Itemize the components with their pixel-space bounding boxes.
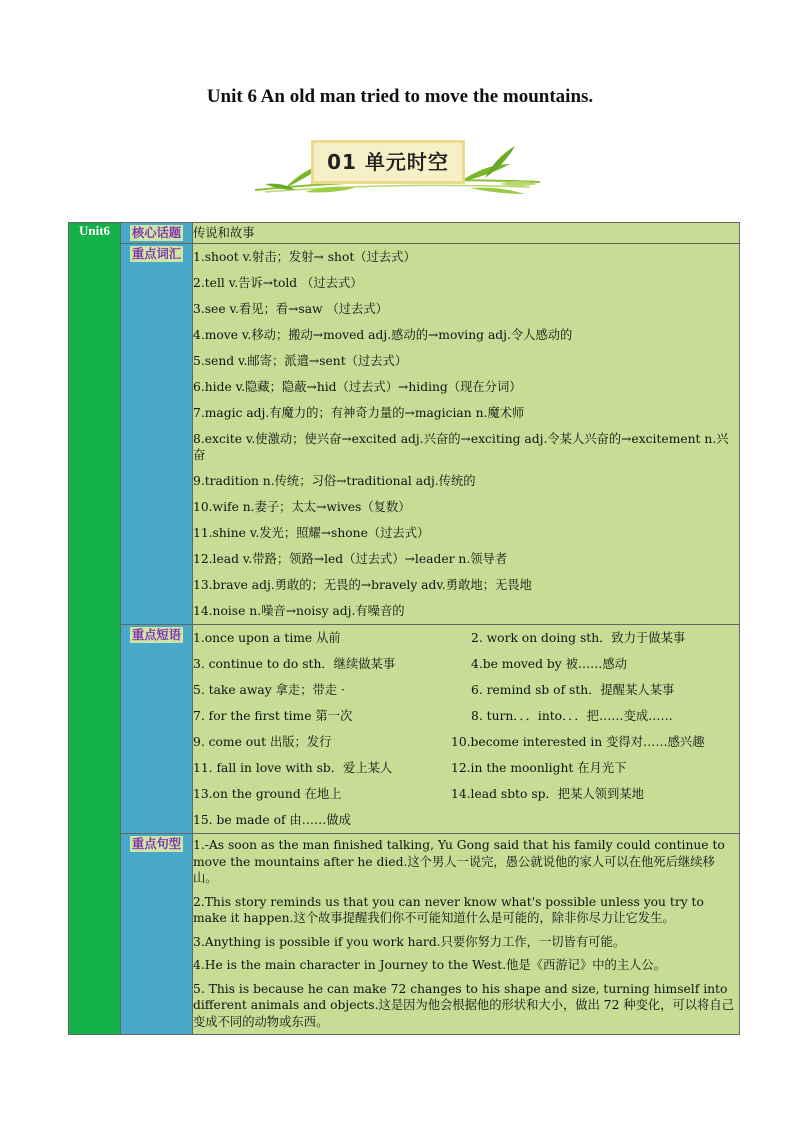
sentences-category-cell (121, 834, 193, 1035)
unit-summary-table (68, 222, 740, 1035)
vocab-item: 8.excite v.使激动；使兴奋→excited adj.兴奋的→exciting adj.令某人兴奋的→excitement n.兴奋 (193, 432, 729, 462)
phrase-item: 13.on the ground 在地上 (193, 787, 342, 801)
phrases-label: 重点短语 (131, 627, 182, 642)
phrase-item: 3. continue to do sth．继续做某事 (193, 657, 396, 671)
vocab-item: 1.shoot v.射击；发射→ shot（过去式） (193, 250, 416, 264)
phrase-item: 4.be moved by 被……感动 (471, 657, 628, 671)
sentence-item: 5. This is because he can make 72 changes to his shape and size, turning himself into different animals and objects.这是因为他会根据他的形状和大小，做出 72 种变化，可以将自己变成不同的动物或东西。 (193, 981, 734, 1029)
phrase-item: 14.lead sbto sp．把某人领到某地 (451, 787, 644, 801)
vocab-item: 14.noise n.噪音→noisy adj.有噪音的 (193, 604, 405, 618)
vocab-item: 4.move v.移动；搬动→moved adj.感动的→moving adj.令人感动的 (193, 328, 573, 342)
phrase-row (193, 781, 739, 807)
vocab-category-cell (121, 244, 193, 625)
phrase-item: 7. for the first time 第一次 (193, 709, 353, 723)
phrase-item: 5. take away 拿走；带走 · (193, 683, 345, 697)
vocab-item: 13.brave adj.勇敢的；无畏的→bravely adv.勇敢地；无畏地 (193, 578, 532, 592)
phrase-row (193, 807, 739, 833)
phrase-item: 12.in the moonlight 在月光下 (451, 761, 627, 775)
vocab-content-cell (193, 244, 740, 625)
phrase-row (193, 729, 739, 755)
phrase-row (193, 625, 739, 651)
phrase-item: 1.once upon a time 从前 (193, 631, 341, 645)
topic-category-cell (121, 223, 193, 244)
phrase-row (193, 651, 739, 677)
vocab-item: 5.send v.邮寄；派遣→sent（过去式） (193, 354, 408, 368)
topic-value: 传说和故事 (193, 226, 255, 240)
phrase-row (193, 755, 739, 781)
banner-label: 01 单元时空 (311, 140, 465, 184)
vocab-item: 7.magic adj.有魔力的；有神奇力量的→magician n.魔术师 (193, 406, 525, 420)
page-title: Unit 6 An old man tried to move the mountains. (206, 86, 594, 107)
sentences-label: 重点句型 (131, 836, 182, 851)
phrase-item: 9. come out 出版；发行 (193, 735, 332, 749)
phrase-item: 15. be made of 由……做成 (193, 813, 351, 827)
vocab-item: 10.wife n.妻子；太太→wives（复数） (193, 500, 411, 514)
phrase-item: 6. remind sb of sth．提醒某人某事 (471, 683, 675, 697)
sentence-item: 4.He is the main character in Journey to the West.他是《西游记》中的主人公。 (193, 958, 667, 972)
sentence-item: 3.Anything is possible if you work hard.只要你努力工作，一切皆有可能。 (193, 934, 626, 949)
phrase-item: 10.become interested in 变得对……感兴趣 (451, 735, 705, 749)
phrase-row (193, 677, 739, 703)
phrase-item: 11. fall in love with sb．爱上某人 (193, 761, 393, 775)
phrases-content-cell (193, 625, 740, 834)
section-banner (245, 132, 545, 207)
vocab-item: 12.lead v.带路；领路→led（过去式）→leader n.领导者 (193, 552, 508, 566)
vocab-item: 9.tradition n.传统；习俗→traditional adj.传统的 (193, 474, 476, 488)
vocab-item: 6.hide v.隐藏；隐蔽→hid（过去式）→hiding（现在分词） (193, 380, 522, 394)
sentences-content-cell (193, 834, 740, 1035)
topic-label: 核心话题 (131, 225, 182, 240)
sentence-item: 2.This story reminds us that you can never know what's possible unless you try to make it happen.这个故事提醒我们你不可能知道什么是可能的，除非你尽力让它发生。 (193, 894, 704, 925)
vocab-item: 3.see v.看见；看→saw （过去式） (193, 302, 388, 316)
phrase-item: 2. work on doing sth．致力于做某事 (471, 631, 686, 645)
vocab-item: 2.tell v.告诉→told （过去式） (193, 276, 363, 290)
unit-cell: Unit6 (69, 223, 121, 1035)
phrases-category-cell (121, 625, 193, 834)
topic-content-cell (193, 223, 740, 244)
vocab-item: 11.shine v.发光；照耀→shone（过去式） (193, 526, 430, 540)
phrase-item: 8. turn．．．into．．．把……变成…… (471, 709, 673, 723)
phrase-row (193, 703, 739, 729)
sentence-item: 1.-As soon as the man finished talking, Yu Gong said that his family could continue to move the mountains after he died.这个男人一说完，愚公就说他的家人可以在他死后继续移山。 (193, 838, 725, 885)
vocab-label: 重点词汇 (131, 246, 182, 261)
